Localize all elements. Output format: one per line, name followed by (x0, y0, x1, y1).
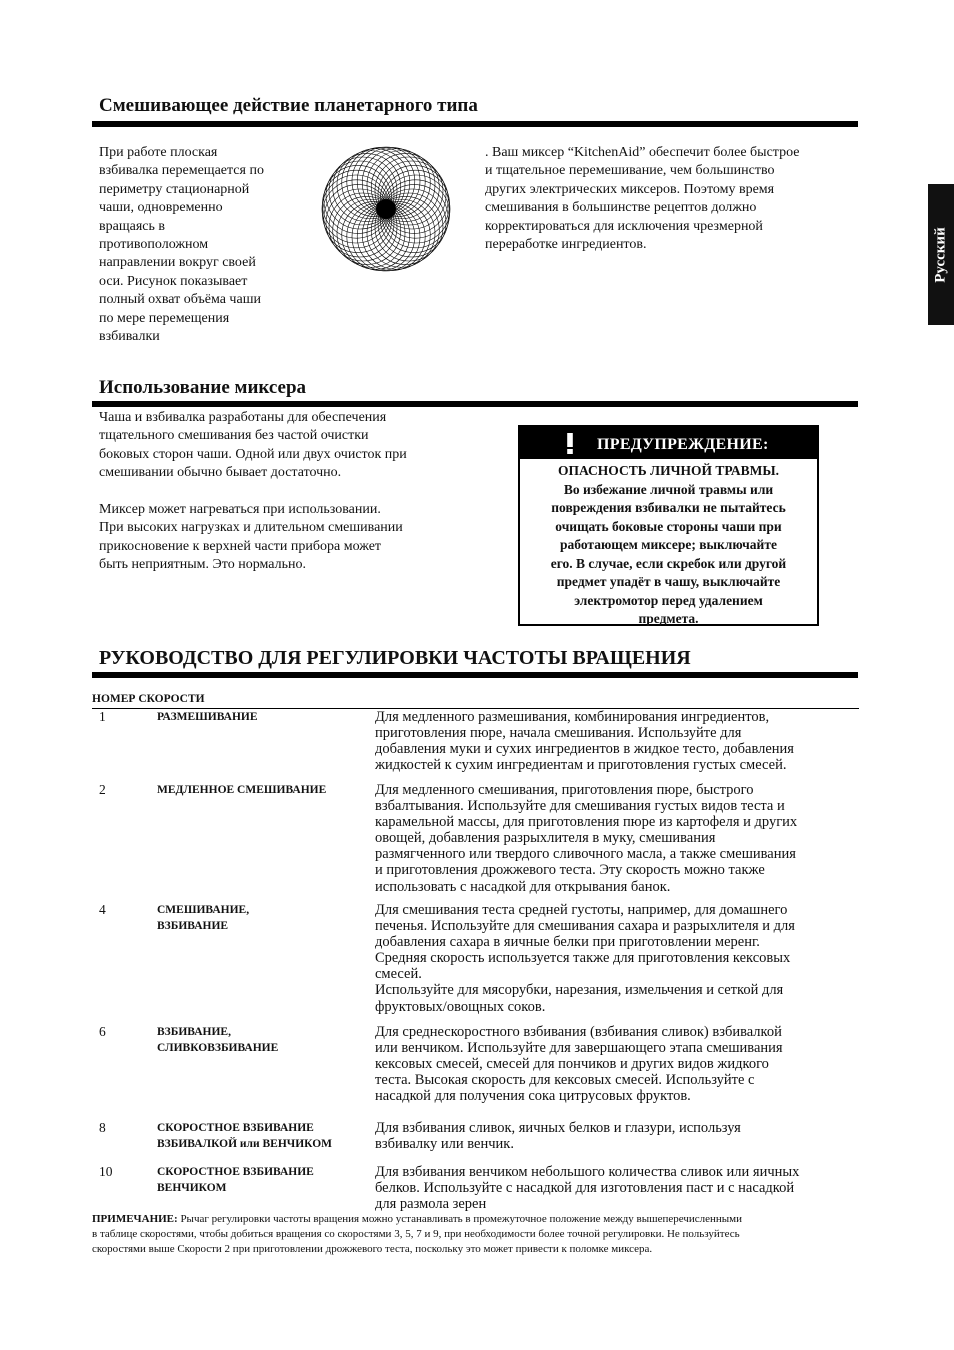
speed-number: 8 (99, 1120, 106, 1135)
speed-description: Для среднескоростного взбивания (взбивания сливок) взбивалкой или венчиком. Используйте для завершающего этапа смешивания кексовых смесей, смесей для пончиков и других видов жидкого теста. Высокая скорость для кексовых смесей. Используйте с насадкой для получения сока цитрусовых фруктов. (375, 1024, 783, 1105)
speed-description: Для смешивания теста средней густоты, например, для домашнего печенья. Используйте для смешивания сахара и разрыхлителя и для добавления сахара в яичные белки при приготовлении меренг. Средняя скорость используется также для приготовления кексовых смесей. Используйте для мясорубки, нарезания, измельчения и сеткой для фруктовых/овощных соков. (375, 902, 795, 1015)
speed-note (92, 1212, 862, 1257)
section-title-speed-guide: РУКОВОДСТВО ДЛЯ РЕГУЛИРОВКИ ЧАСТОТЫ ВРАЩЕНИЯ (99, 647, 691, 669)
speed-description: Для медленного смешивания, приготовления пюре, быстрого взбалтывания. Используйте для смешивания густых видов теста и карамельной массы, для приготовления пюре из картофеля и других овощей, добавления разрыхлителя в муку, смешивания размягченного или твердого сливочного масла, а также смешивания и приготовления дрожжевого теста. Эту скорость можно также использовать с насадкой для открывания банок. (375, 782, 798, 895)
warning-triangle-icon (550, 429, 590, 457)
speed-description: Для медленного размешивания, комбинирования ингредиентов, приготовления пюре, начала смешивания. Используйте для добавления муки и сухих ингредиентов в жидкое тесто, добавления жидкостей к сухим ингредиентам и приготовления густых смесей. (375, 709, 794, 774)
speed-number: 6 (99, 1024, 106, 1039)
warning-body: ОПАСНОСТЬ ЛИЧНОЙ ТРАВМЫ. Во избежание личной травмы или повреждения взбивалки не пытайтесь очищать боковые стороны чаши при работающем миксере; выключайте его. В случае, если скребок или другой предмет упадёт в чашу, выключайте электромотор перед удалением предмета. (550, 463, 787, 626)
speed-name: РАЗМЕШИВАНИЕ (157, 711, 258, 723)
speed-description: Для взбивания венчиком небольшого количества сливок или яичных белков. Используйте с насадкой для изготовления паст и с насадкой для размола зерен (375, 1164, 800, 1213)
section-title-usage: Использование миксера (99, 377, 307, 398)
note-label: ПРИМЕЧАНИЕ: (92, 1213, 178, 1225)
note-text: Рычаг регулировки частоты вращения можно устанавливать в промежуточное положение между вышеперечисленными в таблице скоростями, чтобы добиться вращения со скоростями 3, 5, 7 и 9, при необходимости более точной регулировки. Не пользуйтесь скоростями выше Скорости 2 при приготовлении дрожжевого теста, поскольку это может привести к поломке миксера. (92, 1213, 743, 1255)
speed-name: СКОРОСТНОЕ ВЗБИВАНИЕ ВЗБИВАЛКОЙ или ВЕНЧИКОМ (157, 1122, 333, 1150)
warning-title: ПРЕДУПРЕЖДЕНИЕ: (597, 436, 769, 453)
planetary-right-text: . Ваш миксер “KitchenAid” обеспечит более быстрое и тщательное перемешивание, чем большинство других электрических миксеров. Поэтому время смешивания в большинстве рецептов должно корректироваться для исключения чрезмерной переработке ингредиентов. (485, 145, 800, 253)
speed-table-header: НОМЕР СКОРОСТИ (92, 693, 205, 705)
language-tab-label: Русский (932, 226, 949, 283)
speed-number: 4 (99, 902, 106, 917)
speed-name: СМЕШИВАНИЕ, ВЗБИВАНИЕ (157, 904, 250, 932)
section-rule (92, 121, 858, 127)
section-rule (92, 672, 858, 678)
speed-description: Для взбивания сливок, яичных белков и глазури, используя взбивалку или венчик. (375, 1120, 741, 1153)
speed-number: 1 (99, 709, 106, 724)
planetary-left-text: При работе плоская взбивалка перемещается по периметру стационарной чаши, одновременно вращаясь в противоположном направлении вокруг своей оси. Рисунок показывает полный охват объёма чаши по мере перемещения взбивалки (99, 145, 264, 345)
figure-center (376, 199, 396, 219)
usage-paragraph-2: Миксер может нагреваться при использовании. При высоких нагрузках и длительном смешивании прикосновение к верхней части прибора может быть неприятным. Это нормально. (99, 502, 403, 573)
speed-name: МЕДЛЕННОЕ СМЕШИВАНИЕ (157, 784, 327, 796)
warning-box (518, 425, 819, 626)
language-tab (928, 184, 954, 325)
usage-paragraph-1: Чаша и взбивалка разработаны для обеспечения тщательного смешивания без частой очистки боковых сторон чаши. Одной или двух очисток при смешивании обычно бывает достаточно. (99, 410, 407, 481)
section-title-planetary: Смешивающее действие планетарного типа (99, 95, 478, 116)
speed-name: ВЗБИВАНИЕ, СЛИВКОВЗБИВАНИЕ (157, 1026, 279, 1054)
speed-number: 10 (99, 1164, 113, 1179)
speed-name: СКОРОСТНОЕ ВЗБИВАНИЕ ВЕНЧИКОМ (157, 1166, 314, 1194)
planetary-action-figure (317, 144, 455, 274)
warning-header (520, 427, 817, 459)
speed-number: 2 (99, 782, 106, 797)
section-rule (92, 401, 858, 407)
